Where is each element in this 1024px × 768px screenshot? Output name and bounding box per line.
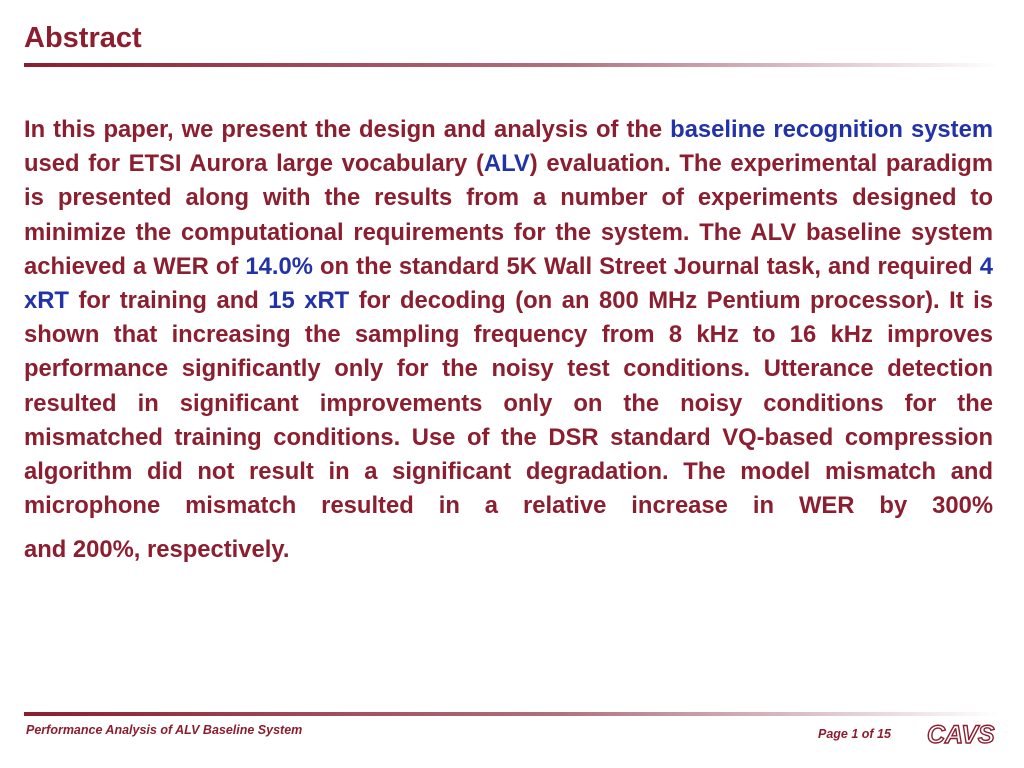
footer-divider [24,712,999,716]
highlight-wer: 14.0% [245,252,313,280]
abstract-text-6: for decoding (on an 800 MHz Pentium processor). It is shown that increasing the sampling frequency from 8 kHz to 16 kHz improves performance significantly only for the noisy test conditions. Utterance detection resulted in significant improvements only on the noisy conditions for the mismatched training conditions. Use of the DSR standard VQ-based compression algorithm did not result in a significant degradation. The model mismatch and microphone mismatch resulted in a relative increase in WER by 300% [24,287,993,520]
abstract-text-2: used for ETSI Aurora large vocabulary ( [24,150,484,178]
abstract-paragraph [24,113,993,568]
abstract-text-4: on the standard 5K Wall Street Journal task, and required [312,252,980,280]
slide-title: Abstract [24,22,142,54]
highlight-baseline-system: baseline recognition system [670,116,993,143]
abstract-text-5: for training and [68,287,269,315]
abstract-text-1: In this paper, we present the design and analysis of the [24,116,671,143]
highlight-training-xrt: 4 xRT [24,252,993,315]
cavs-logo [924,718,1000,750]
page-number: Page 1 of 15 [818,727,891,741]
title-divider [24,63,999,67]
cavs-logo-text: CAVS [927,721,995,749]
footer-title: Performance Analysis of ALV Baseline System [26,723,303,737]
highlight-decoding-xrt: 15 xRT [268,287,350,315]
abstract-text-3: ) evaluation. The experimental paradigm is presented along with the results from a number of experiments designed to minimize the computational requirements for the system. The ALV baseline system achieved a WER of [24,150,993,280]
abstract-text-7: and 200%, respectively. [24,536,290,564]
highlight-alv: ALV [483,150,530,178]
